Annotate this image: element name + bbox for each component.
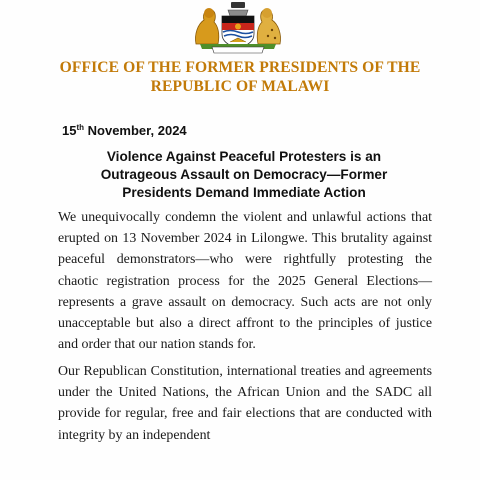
malawi-coat-of-arms-icon bbox=[190, 0, 286, 54]
body-paragraph-1: We unequivocally condemn the violent and unlawful actions that erupted on 13 November 2024 in Lilongwe. This brutality against peaceful demonstrators—who were rightfully protesting the chaotic registration process for the 2025 General Elections—represents a grave assault on democracy. Such acts are not only unacceptable but also a direct affront to the principles of justice and order that our nation stands for. bbox=[58, 210, 432, 353]
office-title-line2: REPUBLIC OF MALAWI bbox=[150, 78, 330, 95]
statement-headline bbox=[58, 148, 430, 202]
date-day: 15 bbox=[62, 123, 77, 138]
headline-line3: Presidents Demand Immediate Action bbox=[122, 185, 366, 200]
office-title bbox=[30, 58, 450, 96]
headline-line2: Outrageous Assault on Democracy—Former bbox=[100, 167, 388, 182]
date-month-year: November, 2024 bbox=[84, 123, 187, 138]
statement-date bbox=[62, 123, 187, 138]
office-title-line1: OFFICE OF THE FORMER PRESIDENTS OF THE bbox=[59, 59, 421, 76]
date-suffix: th bbox=[76, 123, 85, 132]
headline-line1: Violence Against Peaceful Protesters is an bbox=[106, 149, 382, 164]
body-paragraph-2: Our Republican Constitution, international treaties and agreements under the United Nations, the African Union and the SADC all provide for regular, free and fair elections that are conducted with integrity by an independent bbox=[58, 364, 432, 443]
